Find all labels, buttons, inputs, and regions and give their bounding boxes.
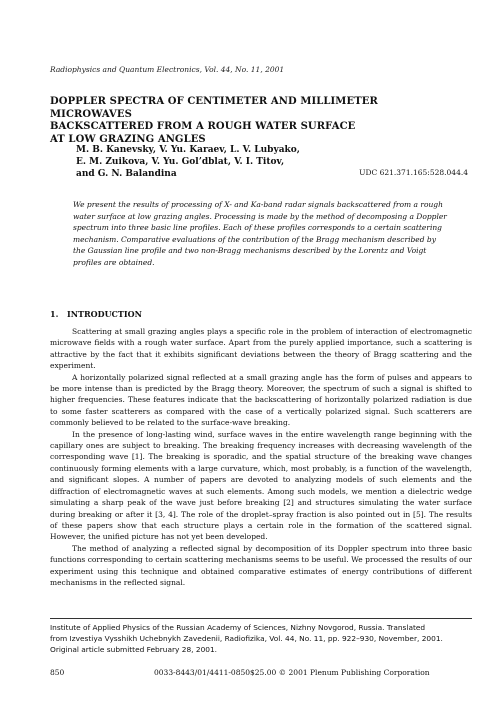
footnote bbox=[50, 622, 472, 655]
title-line: DOPPLER SPECTRA OF CENTIMETER AND MILLIMETER MICROWAVES bbox=[50, 96, 378, 120]
copyright-line: 0033-8443/01/4411-0850$25.00 © 2001 Plenum Publishing Corporation bbox=[154, 668, 430, 677]
abstract bbox=[73, 199, 453, 269]
abstract-line: profiles are obtained. bbox=[73, 257, 155, 267]
abstract-line: We present the results of processing of X- and Ka-band radar signals backscattered from a rough bbox=[73, 200, 443, 209]
footnote-rule bbox=[50, 618, 472, 619]
author-line: E. M. Zuikova, V. Yu. Gol’dblat, V. I. Titov, bbox=[76, 157, 285, 167]
body-text bbox=[50, 326, 472, 588]
paragraph: In the presence of long-lasting wind, surface waves in the entire wavelength range beginning with the capillary ones are subject to breaking. The breaking frequency increases with decreasing wavelength of the corresponding wave [1]. The breaking is sporadic, and the spatial structure of the breaking wave changes continuously forming elements with a large curvature, which, most probably, is a function of the wavelength, and significant slopes. A number of papers are devoted to analyzing models of such elements and the diffraction of electromagnetic waves at such elements. Among such models, we mention a dielectric wedge simulating a sharp peak of the wave just before breaking [2] and structures simulating the water surface during breaking or after it [3, 4]. The role of the droplet–spray fraction is also pointed out in [5]. The results of these papers show that each structure plays a certain role in the formation of the scattered signal. However, the unified picture has not yet been developed. bbox=[50, 429, 472, 542]
paragraph: A horizontally polarized signal reflected at a small grazing angle has the form of pulses and appears to be more intense than is predicted by the Bragg theory. Moreover, the spectrum of such a signal is shifted to higher frequencies. These features indicate that the backscattering of horizontally polarized radiation is due to some faster scatterers as compared with the case of a vertically polarized signal. Such scatterers are commonly believed to be related to the surface-wave breaking. bbox=[50, 372, 472, 428]
abstract-line: the Gaussian line profile and two non-Bragg mechanisms described by the Lorentz and Voigt bbox=[73, 246, 427, 256]
author-line: M. B. Kanevsky, V. Yu. Karaev, L. V. Lubyako, bbox=[76, 145, 300, 155]
footnote-line: Original article submitted February 28, 2001. bbox=[50, 645, 218, 654]
section-title: INTRODUCTION bbox=[67, 309, 142, 319]
author-line: and G. N. Balandina bbox=[76, 169, 177, 179]
abstract-line: water surface at low grazing angles. Processing is made by the method of decomposing a Doppler bbox=[73, 211, 447, 221]
title-line: AT LOW GRAZING ANGLES bbox=[50, 133, 206, 145]
title-line: BACKSCATTERED FROM A ROUGH WATER SURFACE bbox=[50, 121, 356, 132]
journal-header: Radiophysics and Quantum Electronics, Vol. 44, No. 11, 2001 bbox=[50, 65, 285, 74]
paper-title bbox=[50, 96, 460, 146]
abstract-line: spectrum into three basic line profiles. Each of these profiles corresponds to a certain scattering bbox=[73, 223, 442, 233]
footnote-line: from Izvestiya Vysshikh Uchebnykh Zavedenii, Radiofizika, Vol. 44, No. 11, pp. 922–930, November, 2001. bbox=[50, 634, 443, 643]
paragraph: The method of analyzing a reflected signal by decomposition of its Doppler spectrum into three basic functions corresponding to certain scattering mechanisms seems to be useful. We processed the results of our experiment using this technique and obtained comparative estimates of energy contributions of different mechanisms in the reflected signal. bbox=[50, 543, 472, 587]
paragraph: Scattering at small grazing angles plays a specific role in the problem of interaction of electromagnetic microwave fields with a rough water surface. Apart from the purely applied importance, such a scattering is attractive by the fact that it exhibits significant deviations between the theory of Bragg scattering and the experiment. bbox=[50, 327, 472, 371]
author-list bbox=[76, 144, 300, 180]
section-number: 1. bbox=[50, 309, 59, 319]
udc-code: UDC 621.371.165:528.044.4 bbox=[359, 168, 468, 177]
section-heading bbox=[50, 309, 142, 319]
footnote-line: Institute of Applied Physics of the Russian Academy of Sciences, Nizhny Novgorod, Russia. Translated bbox=[50, 623, 426, 632]
abstract-line: mechanism. Comparative evaluations of the contribution of the Bragg mechanism described by bbox=[73, 234, 436, 244]
page-number: 850 bbox=[50, 668, 65, 677]
